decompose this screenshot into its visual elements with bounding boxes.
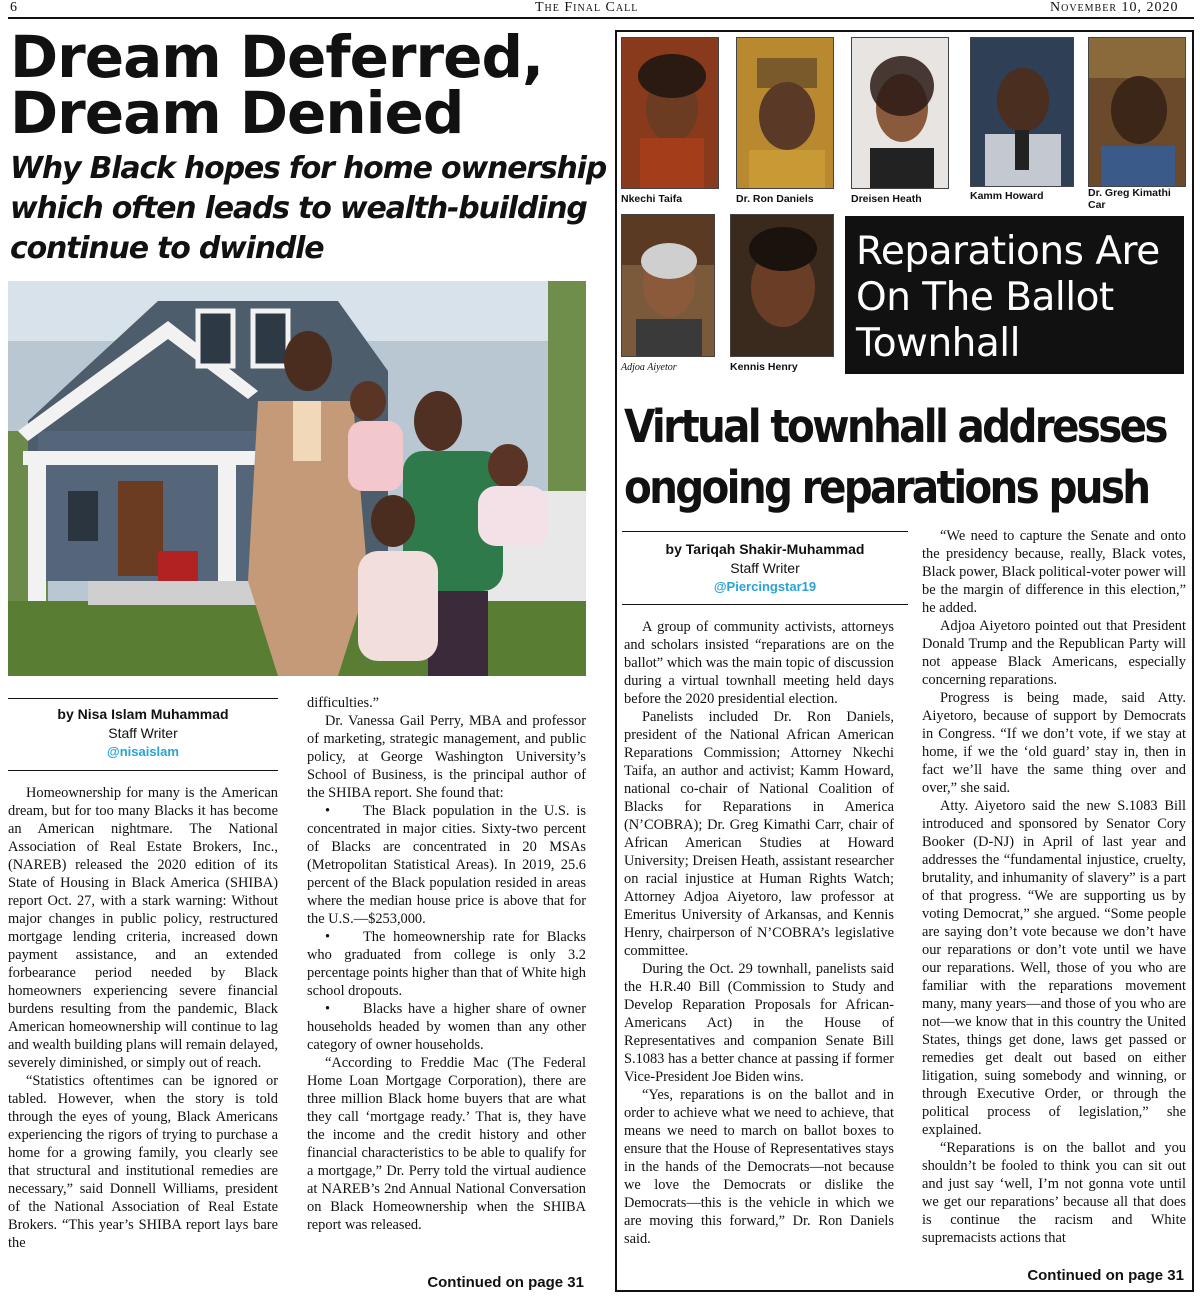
bullet-icon: • — [325, 803, 331, 819]
page-number: 6 — [10, 0, 18, 15]
right-article-column-1 — [624, 618, 894, 1248]
byline-role: Staff Writer — [108, 725, 178, 741]
portrait-photo — [736, 37, 834, 189]
portrait-photo — [1088, 37, 1186, 187]
paragraph: “Statistics oftentimes can be ignored or tabled. However, when the story is told through the eyes of young, Black Americans experiencing the rigors of trying to purchase a home for a growing family, you clearly see that structural and institutional remedies are necessary,” said Donnell Williams, president of the National Association of Real Estate Brokers. “This year’s SHIBA report lays bare the — [8, 1073, 278, 1251]
portrait-photo — [621, 214, 715, 357]
left-byline — [8, 705, 278, 760]
portrait-photo — [730, 214, 834, 357]
right-headline — [624, 396, 1166, 518]
banner-line-3: Townhall — [856, 321, 1020, 366]
right-headline-line-1: Virtual townhall addresses — [624, 400, 1166, 453]
paragraph: difficulties.” — [307, 695, 380, 711]
banner-line-1: Reparations Are — [856, 229, 1160, 274]
family-photo — [8, 281, 586, 676]
subhead-line-3: continue to dwindle — [10, 231, 324, 266]
portrait-caption: Dr. Ron Daniels — [736, 193, 814, 205]
byline-top-rule — [622, 531, 908, 532]
right-article-column-2 — [922, 527, 1186, 1247]
byline-bottom-rule — [8, 770, 278, 771]
portrait-caption: Kennis Henry — [730, 361, 798, 373]
byline-author: by Tariqah Shakir-Muhammad — [665, 541, 865, 557]
portrait-photo — [621, 37, 719, 189]
paragraph: Homeownership for many is the American dream, but for too many Blacks it has become an American nightmare. The National Association of Real Estate Brokers, Inc., (NAREB) released the 2020 edition of its State of Housing in Black America (SHIBA) report Oct. 27, with a stark warning: Without major changes in public policy, restructured mortgage lending criteria, increased down payment assistance, and an extended forbearance period needed by Black homeowners experiencing severe financial burdens resulting from the pandemic, Black American homeownership will continue to lag and wealth building plans will remain delayed, severely diminished, or simply out of reach. — [8, 785, 278, 1071]
issue-date: November 10, 2020 — [1050, 0, 1179, 15]
paragraph: Adjoa Aiyetoro pointed out that President Donald Trump and the Republican Party will not appease Black Americans, especially concerning reparations. — [922, 618, 1186, 688]
byline-author: by Nisa Islam Muhammad — [57, 706, 229, 722]
paragraph: “Reparations is on the ballot and you shouldn’t be fooled to think you can sit out and just say ‘well, I’m not gonna vote until we get our reparations’ because all that does is continue the racism and White supremacists actions that — [922, 1140, 1186, 1246]
portrait-photo — [851, 37, 949, 189]
subhead-line-2: which often leads to wealth-building — [10, 191, 587, 226]
paragraph: “We need to capture the Senate and onto the presidency because, really, Black votes, Black power, Black political-voter power will be the margin of difference in this election,” he added. — [922, 528, 1186, 616]
right-headline-line-2: ongoing reparations push — [624, 461, 1149, 514]
bullet-item: • Blacks have a higher share of owner households headed by women than any other category of owner households. — [307, 1001, 586, 1053]
bullet-icon: • — [325, 929, 331, 945]
byline-role: Staff Writer — [730, 560, 800, 576]
townhall-banner — [845, 216, 1184, 374]
headline-line-1: Dream Deferred, — [10, 23, 543, 91]
portrait-photo — [970, 37, 1074, 187]
byline-handle[interactable]: @nisaislam — [107, 744, 179, 759]
continued-link[interactable]: Continued on page 31 — [1027, 1267, 1184, 1284]
byline-top-rule — [8, 698, 278, 699]
portrait-caption: Adjoa Aiyetor — [621, 362, 677, 373]
bullet-icon: • — [325, 1001, 331, 1017]
byline-handle[interactable]: @Piercingstar19 — [713, 579, 817, 594]
continued-link[interactable]: Continued on page 31 — [427, 1274, 584, 1291]
bullet-item: • The homeownership rate for Blacks who graduated from college is only 3.2 percentage points higher than that of White high school dropouts. — [307, 929, 586, 999]
left-article-column-1 — [8, 784, 278, 1252]
portrait-caption: Kamm Howard — [970, 190, 1044, 202]
bullet-item: • The Black population in the U.S. is concentrated in major cities. Sixty-two percent of Blacks are concentrated in 20 MSAs (Metropolitan Statistical Areas). In 2019, 25.6 percent of the Black population resided in areas where the median house price is above that for the U.S.—$253,000. — [307, 803, 586, 927]
paragraph: A group of community activists, attorneys and scholars insisted “reparations are on the ballot” which was the main topic of discussion during a virtual townhall meeting held days before the 2020 presidential election. — [624, 619, 894, 707]
portrait-caption: Nkechi Taifa — [621, 193, 683, 205]
byline-bottom-rule — [622, 604, 908, 605]
paragraph: “According to Freddie Mac (The Federal Home Loan Mortgage Corporation), there are three million Black home buyers that are what they call ‘mortgage ready.’ That is, they have the income and the credit history and other financial characteristics to be able to qualify for a mortgage,” Dr. Perry told the virtual audience at NAREB’s 2nd Annual National Conversation on Black Homeownership when the SHIBA report was released. — [307, 1055, 586, 1233]
left-article-column-2 — [307, 694, 586, 1234]
paragraph: “Yes, reparations is on the ballot and in order to achieve what we need to achieve, that means we need to march on ballot boxes to ensure that the House of Representatives stays in the hands of the Democrats—not because we love the Democrats or dislike the Democrats—this is the vehicle in which we are moving this forward,” Dr. Ron Daniels said. — [624, 1087, 894, 1247]
paragraph: Progress is being made, said Atty. Aiyetoro, because of support by Democrats in Congress. “If we don’t vote, if we stay at home, if we the ‘old guard’ stay in, then in fact we’ll have the same thing over and over,” she said. — [922, 690, 1186, 796]
paragraph: Dr. Vanessa Gail Perry, MBA and professor of marketing, strategic management, and public policy, at George Washington University’s School of Business, is the principal author of the SHIBA report. She found that: — [307, 713, 586, 801]
portrait-caption: Dreisen Heath — [851, 193, 922, 205]
paragraph: Panelists included Dr. Ron Daniels, president of the National African American Reparations Commission; Attorney Nkechi Taifa, an author and activist; Kamm Howard, national co-chair of National Coalition of Blacks for Reparations in America (N’COBRA); Dr. Greg Kimathi Carr, chair of African American Studies at Howard University; Dreisen Heath, assistant researcher on racial injustice at Human Rights Watch; Attorney Adjoa Aiyetoro, law professor at Emeritus University of Arkansas, and Kennis Henry, chairperson of N’COBRA’s legislative committee. — [624, 709, 894, 959]
paragraph: Atty. Aiyetoro said the new S.1083 Bill introduced and sponsored by Senator Cory Booker (D-NJ) in April of last year and addresses the “fundamental injustice, cruelty, brutality, and inhumanity of slavery” is a part of that progress. “We are supporting us by voting Democrat,” she argued. “Some people are saying don’t vote because we don’t have our reparations or don’t vote until we have our reparations. Well, those of you who are familiar with the reparations movement many, many years—and those of you who are not—we know that in this country the United States, things get done, laws get passed or remedies get dealt out based on either litigation, suing somebody and winning, or through Executive Order, or through the political process of legislation,” she explained. — [922, 798, 1186, 1138]
headline-line-2: Dream Denied — [10, 79, 464, 147]
right-byline — [622, 540, 908, 595]
header-rule — [8, 17, 1194, 19]
portrait-caption: Dr. Greg Kimathi Car — [1088, 187, 1171, 211]
subhead-line-1: Why Black hopes for home ownership — [10, 151, 607, 186]
banner-line-2: On The Ballot — [856, 275, 1114, 320]
paragraph: During the Oct. 29 townhall, panelists said the H.R.40 Bill (Commission to Study and Develop Reparation Proposals for African-Americans Act) in the House of Representatives and companion Senate Bill S.1083 has a better chance at passing if former Vice-President Joe Biden wins. — [624, 961, 894, 1085]
publication-name: The Final Call — [535, 0, 639, 15]
